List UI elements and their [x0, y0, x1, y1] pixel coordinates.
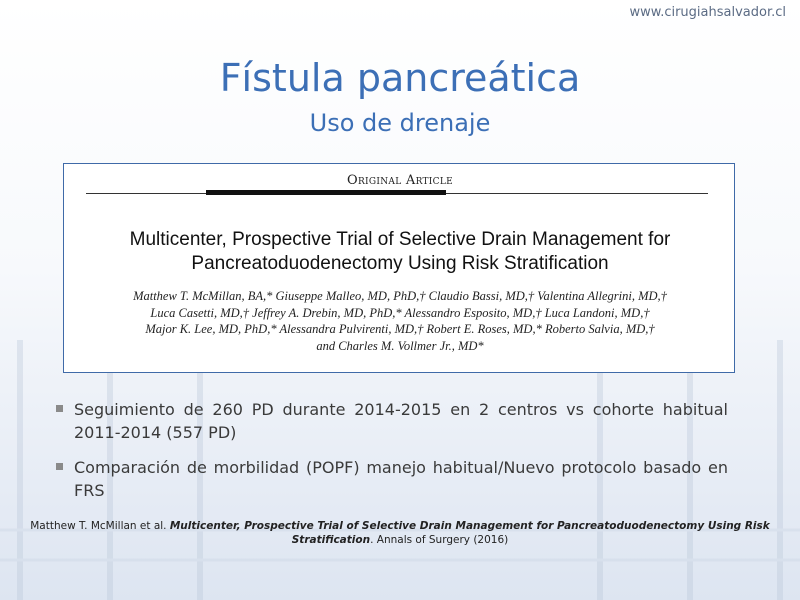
list-item [56, 398, 728, 444]
citation-source: . Annals of Surgery (2016) [370, 534, 509, 546]
author-line: Matthew T. McMillan, BA,* Giuseppe Malleo, MD, PhD,† Claudio Bassi, MD,† Valentina Allegrini, MD,† [133, 289, 667, 303]
site-url: www.cirugiahsalvador.cl [629, 5, 786, 20]
article-title-line: Multicenter, Prospective Trial of Selective Drain Management for [129, 229, 671, 250]
slide-subtitle: Uso de drenaje [309, 109, 491, 137]
article-title [64, 228, 736, 276]
list-item-text: Seguimiento de 260 PD durante 2014-2015 en 2 centros vs cohorte habitual 2011-2014 (557 PD) [74, 400, 728, 442]
author-line: and Charles M. Vollmer Jr., MD* [316, 338, 484, 353]
square-bullet-icon [56, 405, 63, 412]
citation-title: Multicenter, Prospective Trial of Selective Drain Management for Pancreatoduodenectomy Using Risk Stratification [169, 520, 770, 546]
author-line: Major K. Lee, MD, PhD,* Alessandra Pulvirenti, MD,† Robert E. Roses, MD,* Roberto Salvia, MD,† [145, 322, 655, 336]
citation [30, 519, 770, 547]
article-section-label: Original Article [346, 173, 453, 188]
article-title-line: Pancreatoduodenectomy Using Risk Stratification [191, 253, 609, 274]
article-authors [84, 288, 716, 354]
list-item [56, 456, 728, 502]
article-excerpt [63, 163, 735, 373]
citation-authors: Matthew T. McMillan et al. [30, 520, 170, 532]
bullet-list [56, 398, 728, 514]
article-divider-accent [206, 190, 446, 195]
square-bullet-icon [56, 463, 63, 470]
list-item-text: Comparación de morbilidad (POPF) manejo habitual/Nuevo protocolo basado en FRS [74, 458, 728, 500]
author-line: Luca Casetti, MD,† Jeffrey A. Drebin, MD, PhD,* Alessandro Esposito, MD,† Luca Landoni, MD,† [150, 305, 650, 320]
slide-title: Fístula pancreática [219, 56, 581, 100]
